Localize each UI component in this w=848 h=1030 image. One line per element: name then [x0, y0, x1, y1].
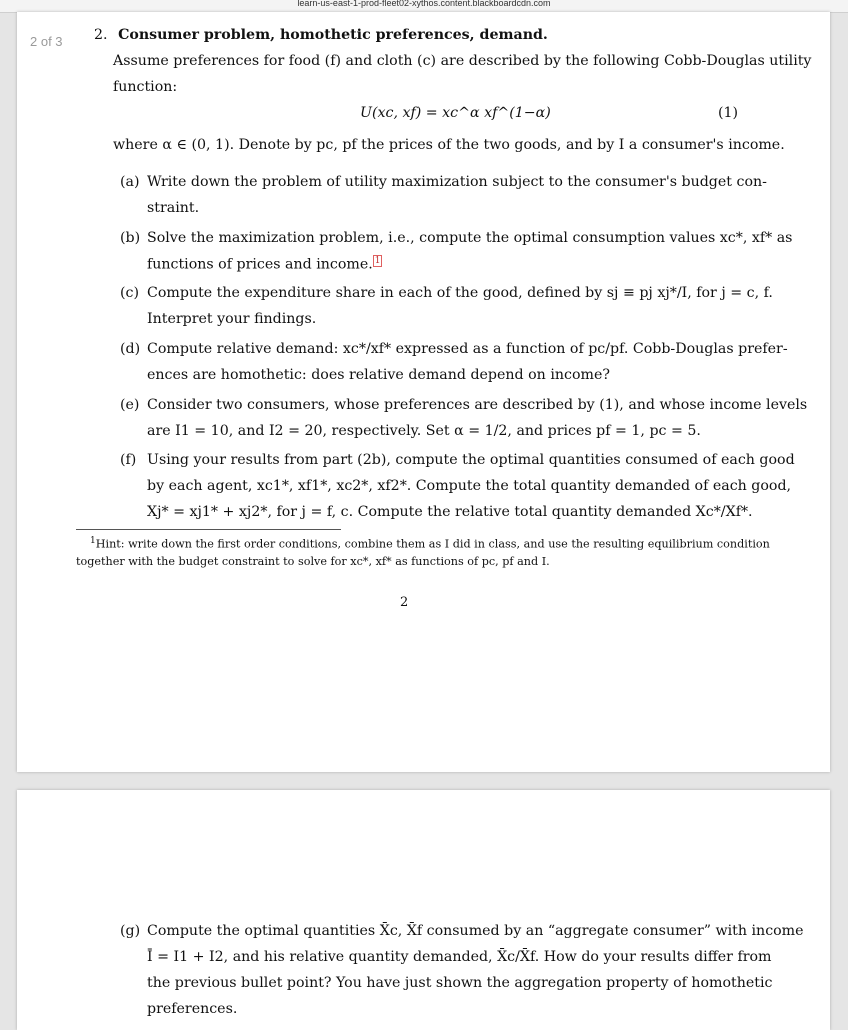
footnote-link[interactable]: 1	[374, 256, 381, 266]
footnote-line2: together with the budget constraint to solve for xc*, xf* as functions of pc, pf and I.	[76, 555, 550, 568]
equation-number: (1)	[718, 105, 739, 121]
pdf-page-3	[17, 790, 830, 1030]
problem-number: 2.	[94, 27, 108, 43]
part-text-line1: Compute the optimal quantities X̄c, X̄f consumed by an “aggregate consumer” with income	[147, 923, 804, 939]
part-text-line2: ences are homothetic: does relative demand depend on income?	[147, 367, 610, 383]
part-label: (e)	[120, 397, 140, 413]
part-text-line3: the previous bullet point? You have just shown the aggregation property of homothetic	[147, 975, 773, 991]
footnote-mark: 1	[90, 536, 96, 546]
part-text-line2: by each agent, xc1*, xf1*, xc2*, xf2*. Compute the total quantity demanded of each good,	[147, 478, 792, 494]
part-text-line2: Ī = I1 + I2, and his relative quantity demanded, X̄c/X̄f. How do your results differ from	[147, 949, 772, 965]
footnote-line1	[90, 534, 770, 552]
part-label: (c)	[120, 285, 140, 301]
intro-text-line2: function:	[113, 79, 178, 95]
part-text: functions of prices and income.	[147, 256, 373, 273]
part-text-line2	[147, 255, 382, 274]
part-text-line1: Consider two consumers, whose preferences are described by (1), and whose income levels	[147, 397, 808, 413]
url-text: learn-us-east-1-prod-fleet02-xythos.content.blackboardcdn.com	[297, 0, 551, 8]
problem-title: Consumer problem, homothetic preferences, demand.	[118, 27, 548, 43]
part-text-line1: Compute the expenditure share in each of the good, defined by sj ≡ pj xj*/I, for j = c, f.	[147, 285, 773, 301]
part-text-line1: Using your results from part (2b), compute the optimal quantities consumed of each good	[147, 452, 795, 468]
part-text-line2: Interpret your findings.	[147, 311, 317, 327]
pdf-page-2	[17, 12, 830, 772]
part-text-line2: are I1 = 10, and I2 = 20, respectively. Set α = 1/2, and prices pf = 1, pc = 5.	[147, 423, 701, 439]
part-label: (g)	[120, 923, 141, 939]
part-text-line1: Solve the maximization problem, i.e., compute the optimal consumption values xc*, xf* as	[147, 230, 793, 246]
part-label: (f)	[120, 452, 137, 468]
part-label: (a)	[120, 174, 140, 190]
utility-equation: U(xc, xf) = xc^α xf^(1−α)	[360, 105, 551, 121]
page-number: 2	[400, 595, 409, 610]
intro-text-line1: Assume preferences for food (f) and cloth (c) are described by the following Cobb-Douglas utility	[113, 53, 812, 69]
footnote-divider	[76, 529, 341, 530]
part-text-line1: Compute relative demand: xc*/xf* expressed as a function of pc/pf. Cobb-Douglas prefer-	[147, 341, 788, 357]
part-text-line1: Write down the problem of utility maximization subject to the consumer's budget con-	[147, 174, 767, 190]
problem-heading	[94, 26, 548, 44]
page-indicator: 2 of 3	[30, 34, 63, 49]
part-text-line4: preferences.	[147, 1001, 238, 1017]
part-label: (d)	[120, 341, 141, 357]
part-text-line3: Xj* = xj1* + xj2*, for j = f, c. Compute the relative total quantity demanded Xc*/Xf*.	[147, 504, 753, 520]
where-line: where α ∈ (0, 1). Denote by pc, pf the prices of the two goods, and by I a consumer's income.	[113, 137, 785, 153]
part-label: (b)	[120, 230, 141, 246]
footnote-text: Hint: write down the first order conditions, combine them as I did in class, and use the resulting equilibrium condition	[95, 537, 770, 551]
part-text-line2: straint.	[147, 200, 200, 216]
